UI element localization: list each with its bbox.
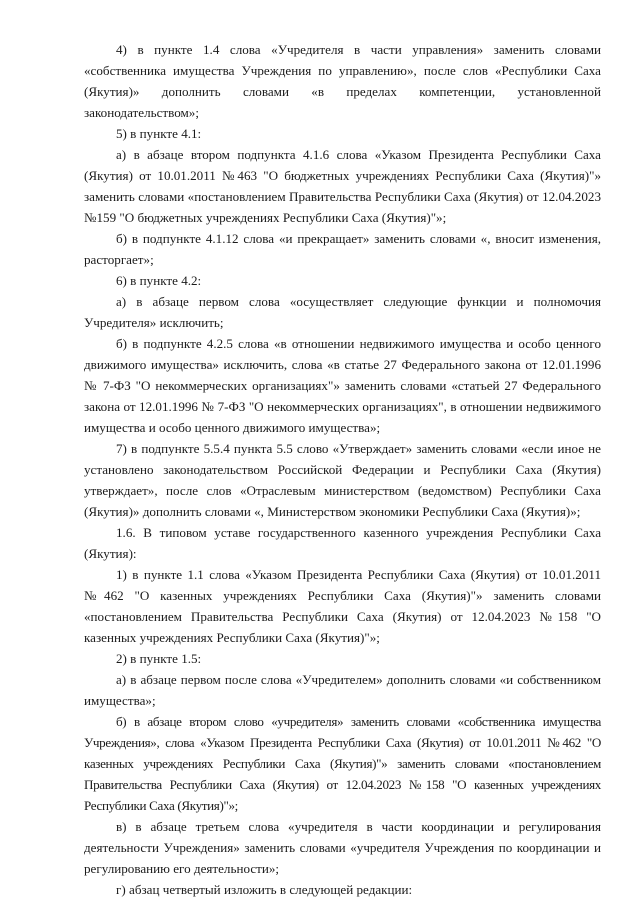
paragraph-item-5b: б) в подпункте 4.1.12 слова «и прекращает» заменить словами «, вносит изменения, расторгает»;	[84, 231, 601, 267]
paragraph-section-1-6: 1.6. В типовом уставе государственного казенного учреждения Республики Саха (Якутия):	[84, 525, 601, 561]
paragraph-item-7: 7) в подпункте 5.5.4 пункта 5.5 слово «Утверждает» заменить словами «если иное не установлено законодательством Российской Федерации и Республики Саха (Якутия) утверждает», после слов «Отраслевым министерством (ведомством) Республики Саха (Якутия)» дополнить словами «, Министерством экономики Республики Саха (Якутия)»;	[84, 441, 601, 519]
paragraph-item-6-heading: 6) в пункте 4.2:	[116, 273, 202, 288]
paragraph-item-2a: а) в абзаце первом после слова «Учредителем» дополнить словами «и собственником имущества»;	[84, 672, 601, 708]
paragraph-item-2g: г) абзац четвертый изложить в следующей редакции:	[116, 882, 413, 897]
paragraph-item-4: 4) в пункте 1.4 слова «Учредителя в части управления» заменить словами «собственника имущества Учреждения по управлению», после слов «Республики Саха (Якутия)» дополнить словами «в пределах компетенции, установленной законодательством»;	[84, 42, 601, 120]
paragraph-item-2v: в) в абзаце третьем слова «учредителя в части координации и регулирования деятельности Учреждения» заменить словами «учредителя Учреждения по координации и регулированию его деятельности»;	[84, 819, 601, 876]
document-body	[84, 39, 601, 900]
paragraph-item-2-heading: 2) в пункте 1.5:	[116, 651, 202, 666]
paragraph-item-5-heading: 5) в пункте 4.1:	[116, 126, 202, 141]
paragraph-item-5a: а) в абзаце втором подпункта 4.1.6 слова «Указом Президента Республики Саха (Якутия) от 10.01.2011 №463 "О бюджетных учреждениях Республики Саха (Якутия)"» заменить словами «постановлением Правительства Республики Саха (Якутия) от 12.04.2023 №159 "О бюджетных учреждениях Республики Саха (Якутия)"»;	[84, 147, 601, 225]
paragraph-item-2b: б) в абзаце втором слово «учредителя» заменить словами «собственника имущества Учреждения», слова «Указом Президента Республики Саха (Якутия) от 10.01.2011 №462 "О казенных учреждениях Республики Саха (Якутия)"» заменить словами «постановлением Правительства Республики Саха (Якутия) от 12.04.2023 №158 "О казенных учреждениях Республики Саха (Якутия)"»;	[84, 714, 601, 813]
paragraph-item-6a: а) в абзаце первом слова «осуществляет следующие функции и полномочия Учредителя» исключить;	[84, 294, 601, 330]
paragraph-item-6b: б) в подпункте 4.2.5 слова «в отношении недвижимого имущества и особо ценного движимого имущества» исключить, слова «в статье 27 Федерального закона от 12.01.1996 № 7-ФЗ "О некоммерческих организациях"» заменить словами «статьей 27 Федерального закона от 12.01.1996 № 7-ФЗ "О некоммерческих организациях", в отношении недвижимого имущества и особо ценного движимого имущества»;	[84, 336, 601, 435]
paragraph-item-1: 1) в пункте 1.1 слова «Указом Президента Республики Саха (Якутия) от 10.01.2011 №462 "О казенных учреждениях Республики Саха (Якутия)"» заменить словами «постановлением Правительства Республики Саха (Якутия) от 12.04.2023 №158 "О казенных учреждениях Республики Саха (Якутия)"»;	[84, 567, 601, 645]
